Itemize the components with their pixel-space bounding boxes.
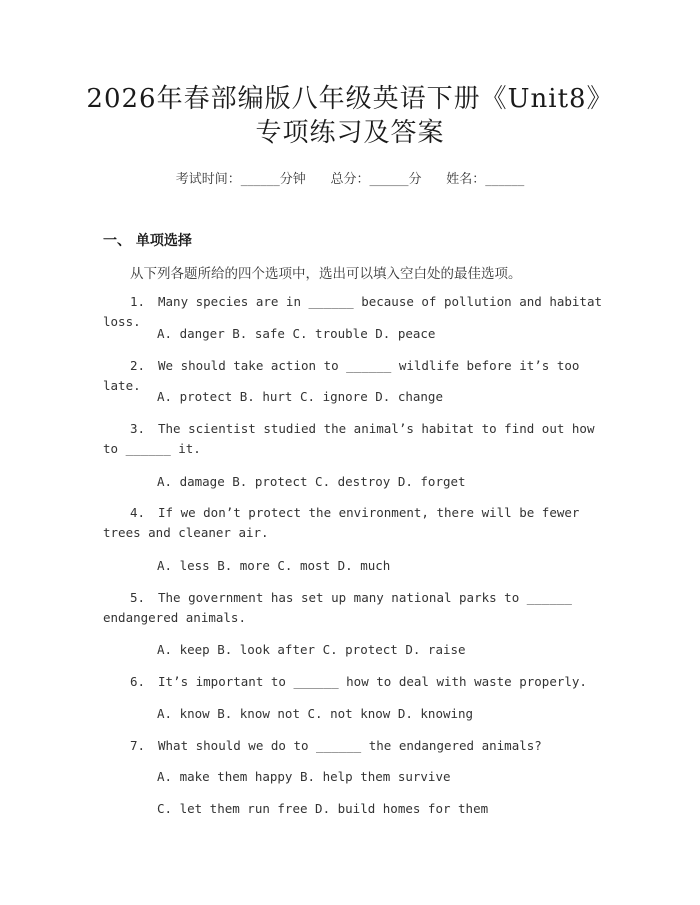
question-text: Many species are in ______ because of pollution and habitat loss. (103, 294, 603, 329)
document-title-line1: 2026年春部编版八年级英语下册《Unit8》 (86, 84, 614, 114)
question-7-options-line2: C. let them run free D. build homes for them (157, 801, 489, 816)
exam-info: 考试时间：______分钟 总分：______分 姓名：______ (175, 172, 525, 187)
question-6 (103, 672, 603, 692)
question-text: If we don’t protect the environment, there will be fewer trees and cleaner air. (103, 505, 580, 540)
section-instruction: 从下列各题所给的四个选项中，选出可以填入空白处的最佳选项。 (130, 266, 522, 282)
question-7-options: A. make them happy B. help them survive (157, 769, 451, 784)
question-text: The government has set up many national parks to ______ endangered animals. (103, 590, 572, 625)
question-5 (103, 588, 603, 628)
question-7 (103, 736, 603, 756)
question-5-options: A. keep B. look after C. protect D. raise (157, 642, 466, 657)
question-number: 5. (130, 590, 146, 605)
question-number: 6. (130, 674, 146, 689)
question-4-options: A. less B. more C. most D. much (157, 558, 391, 573)
question-number: 4. (130, 505, 146, 520)
section-heading: 一、 单项选择 (103, 233, 192, 249)
question-3-options: A. damage B. protect C. destroy D. forget (157, 474, 466, 489)
question-2-options: A. protect B. hurt C. ignore D. change (157, 389, 443, 404)
question-6-options: A. know B. know not C. not know D. knowing (157, 706, 474, 721)
question-number: 7. (130, 738, 146, 753)
question-4 (103, 503, 603, 543)
question-text: It’s important to ______ how to deal with waste properly. (158, 674, 587, 689)
document-title-line2: 专项练习及答案 (255, 118, 445, 148)
question-3 (103, 419, 603, 459)
question-text: The scientist studied the animal’s habitat to find out how to ______ it. (103, 421, 595, 456)
question-number: 3. (130, 421, 146, 436)
question-1-options: A. danger B. safe C. trouble D. peace (157, 326, 436, 341)
question-text: We should take action to ______ wildlife before it’s too late. (103, 358, 580, 393)
question-number: 2. (130, 358, 146, 373)
question-text: What should we do to ______ the endangered animals? (158, 738, 542, 753)
question-number: 1. (130, 294, 146, 309)
